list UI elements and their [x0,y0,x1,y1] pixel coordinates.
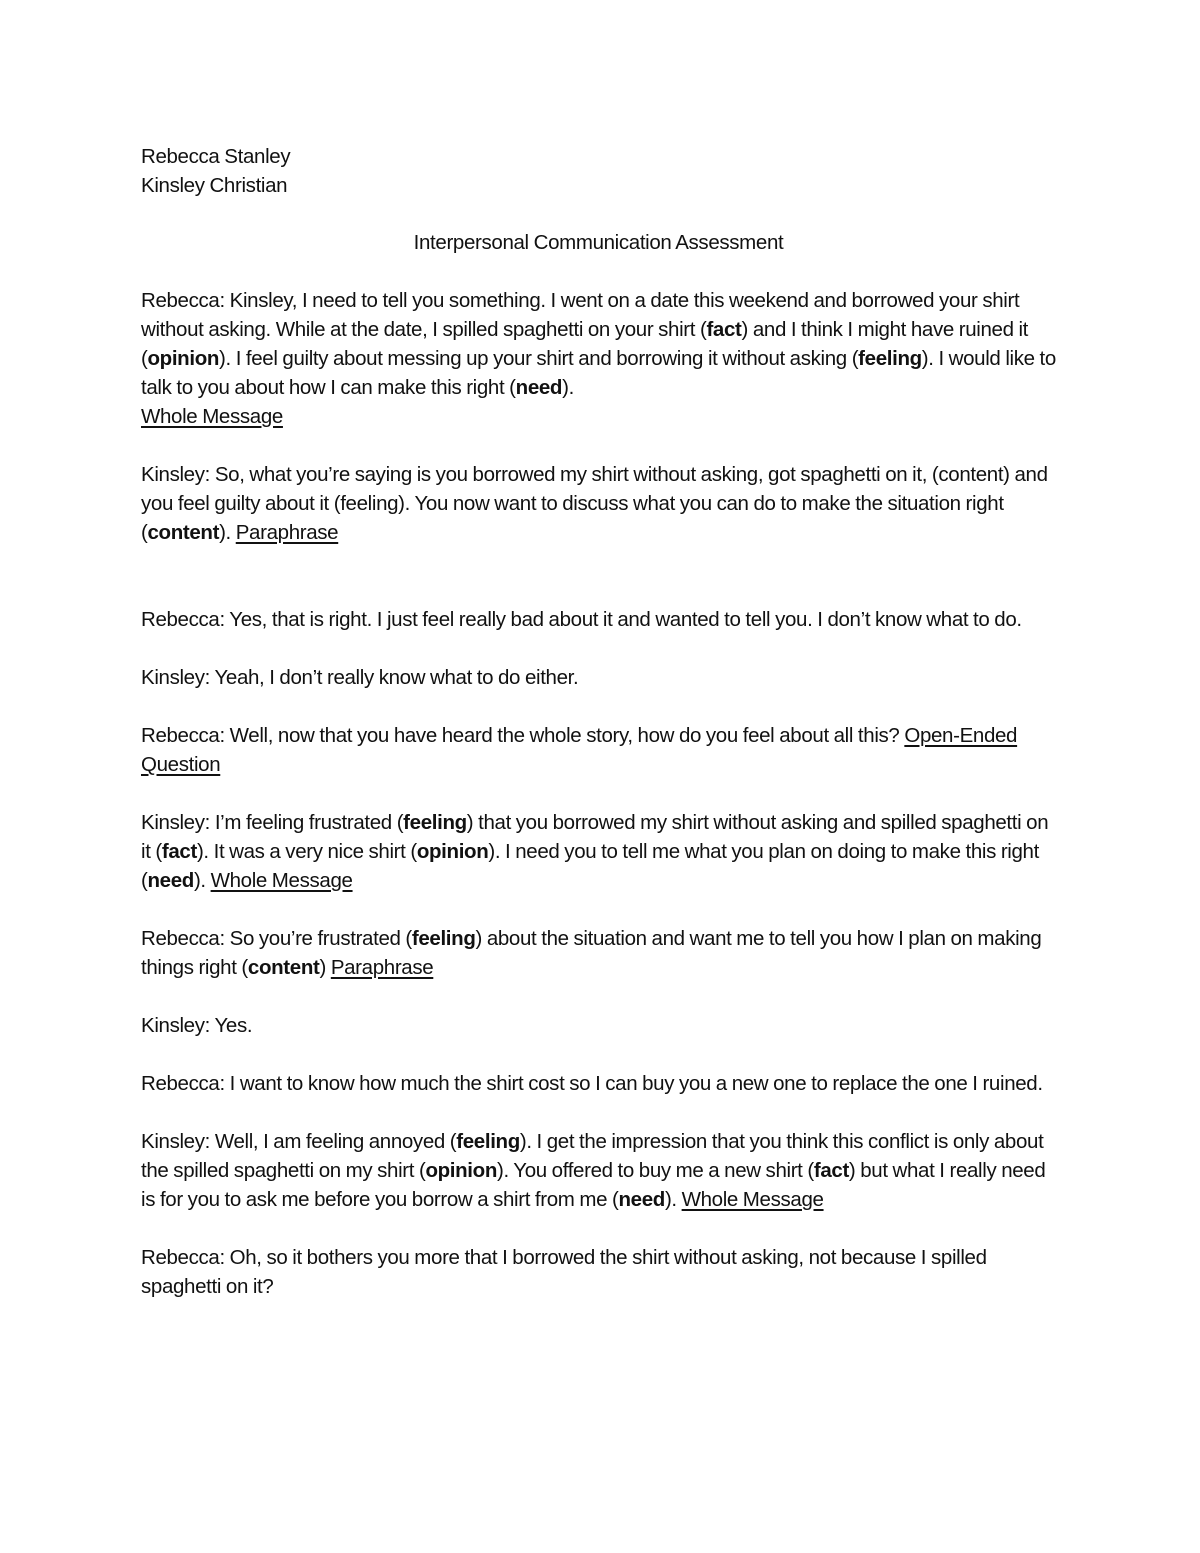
dialogue-text: ). I feel guilty about messing up your shirt and borrowing it without asking ( [219,347,859,370]
dialogue-text: ) but what I really need is for you to ask me before you borrow a shirt from me ( [141,1159,1046,1211]
dialogue [141,286,1056,1301]
author-block [141,142,1056,200]
dialogue-paragraph [141,605,1056,634]
label-tag: opinion [425,1159,497,1182]
label-tag: feeling [858,347,922,370]
document-body [141,142,1056,1330]
dialogue-text: Rebecca: Kinsley, I need to tell you something. I went on a date this weekend and borrowed your shirt without asking. While at the date, I spilled spaghetti on your shirt ( [141,289,1020,341]
dialogue-paragraph [141,1127,1056,1214]
dialogue-text: ) and I think I might have ruined it ( [141,318,1029,370]
label-tag: content [147,521,220,544]
dialogue-text: Rebecca: Oh, so it bothers you more that I borrowed the shirt without asking, not because I spilled spaghetti on it? [141,1246,987,1298]
technique-label: Paraphrase [330,956,434,979]
dialogue-text: ) that you borrowed my shirt without asking and spilled spaghetti on it ( [141,811,1049,863]
technique-label: Whole Message [141,405,283,428]
dialogue-text: Rebecca: Yes, that is right. I just feel really bad about it and wanted to tell you. I don’t know what to do. [141,608,1022,631]
label-tag: feeling [403,811,467,834]
technique-label: Whole Message [681,1188,824,1211]
author-name: Rebecca Stanley [141,145,291,168]
dialogue-paragraph [141,460,1056,547]
dialogue-text: ) [319,956,331,979]
dialogue-text: Rebecca: So you’re frustrated ( [141,927,412,950]
dialogue-text: ) about the situation and want me to tell you how I plan on making things right ( [141,927,1042,979]
dialogue-paragraph [141,1069,1056,1098]
dialogue-paragraph [141,721,1056,779]
dialogue-text: ). [193,869,211,892]
technique-label: Paraphrase [235,521,339,544]
dialogue-text: ). I would like to talk to you about how I can make this right ( [141,347,1056,399]
dialogue-text: Kinsley: So, what you’re saying is you borrowed my shirt without asking, got spaghetti on it, (content) and you feel guilty about it (feeling). You now want to discuss what you can do to make the situation right ( [141,463,1048,544]
dialogue-paragraph [141,924,1056,982]
label-tag: content [247,956,320,979]
label-tag: feeling [411,927,476,950]
dialogue-text: ). I get the impression that you think this conflict is only about the spilled spaghetti on my shirt ( [141,1130,1044,1182]
label-tag: need [618,1188,665,1211]
dialogue-paragraph [141,286,1056,431]
dialogue-paragraph [141,1243,1056,1301]
label-tag: opinion [416,840,489,863]
dialogue-text: Rebecca: I want to know how much the shirt cost so I can buy you a new one to replace the one I ruined. [141,1072,1043,1095]
dialogue-text: Rebecca: Well, now that you have heard the whole story, how do you feel about all this? [141,724,905,747]
label-tag: feeling [456,1130,520,1153]
technique-label: Open-Ended Question [141,724,1018,776]
label-tag: need [147,869,194,892]
label-tag: need [515,376,563,399]
dialogue-text: ). [664,1188,682,1211]
technique-label: Whole Message [210,869,353,892]
dialogue-paragraph [141,808,1056,895]
dialogue-text: ). [562,376,574,399]
dialogue-text: ). It was a very nice shirt ( [196,840,417,863]
dialogue-text: Kinsley: I’m feeling frustrated ( [141,811,404,834]
dialogue-text: Kinsley: Yeah, I don’t really know what to do either. [141,666,579,689]
label-tag: fact [706,318,742,341]
document-title: Interpersonal Communication Assessment [413,231,784,254]
label-tag: fact [161,840,197,863]
dialogue-text: ). [219,521,236,544]
author-name: Kinsley Christian [141,174,288,197]
label-tag: fact [813,1159,849,1182]
dialogue-text: ). You offered to buy me a new shirt ( [497,1159,814,1182]
dialogue-paragraph [141,1011,1056,1040]
dialogue-text: ). I need you to tell me what you plan on doing to make this right ( [141,840,1039,892]
dialogue-paragraph [141,663,1056,692]
label-tag: opinion [147,347,220,370]
dialogue-text: Kinsley: Yes. [141,1014,253,1037]
dialogue-text: Kinsley: Well, I am feeling annoyed ( [141,1130,457,1153]
